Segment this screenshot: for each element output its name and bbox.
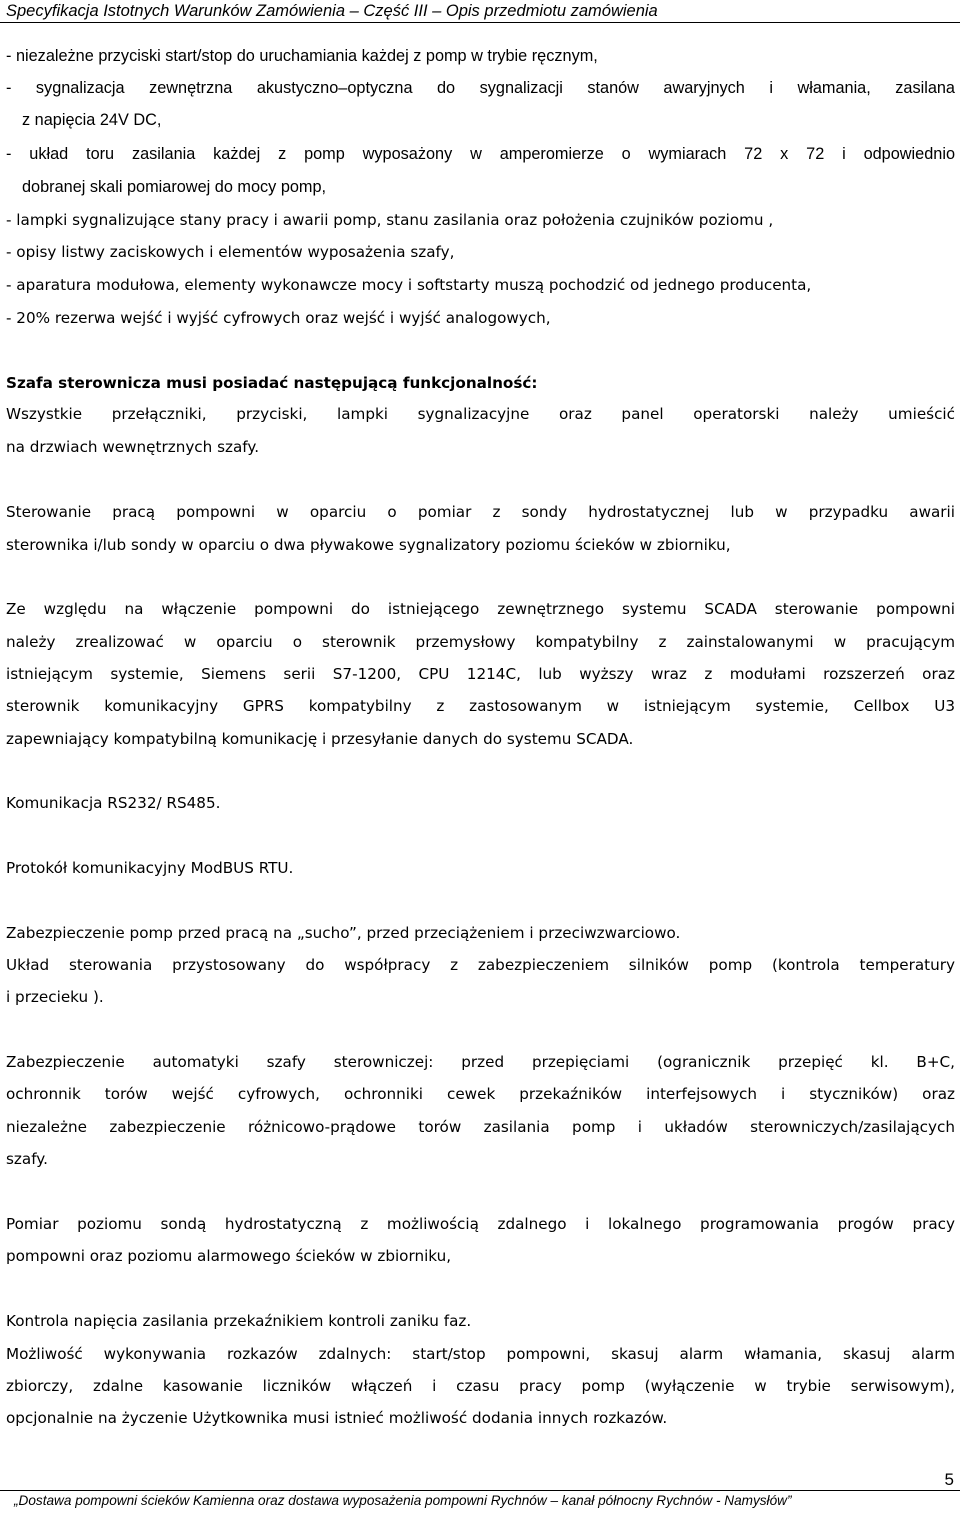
- paragraph-line: Kontrola napięcia zasilania przekaźnikiem kontroli zaniku faz.: [6, 1312, 472, 1330]
- list-item: - sygnalizacja zewnętrzna akustyczno–optyczna do sygnalizacji stanów awaryjnych i włamania, zasilana: [6, 79, 955, 97]
- list-item-continuation: dobranej skali pomiarowej do mocy pomp,: [22, 178, 327, 196]
- list-item: - aparatura modułowa, elementy wykonawcze mocy i softstarty muszą pochodzić od jednego producenta,: [6, 276, 812, 294]
- paragraph-line: na drzwiach wewnętrznych szafy.: [6, 438, 260, 456]
- paragraph-line: Protokół komunikacyjny ModBUS RTU.: [6, 859, 294, 877]
- paragraph-line: zbiorczy, zdalne kasowanie liczników włączeń i czasu pracy pomp (wyłączenie w trybie serwisowym),: [6, 1377, 955, 1395]
- paragraph-line: Komunikacja RS232/ RS485.: [6, 794, 221, 812]
- page-header: [0, 0, 960, 23]
- list-item: - 20% rezerwa wejść i wyjść cyfrowych oraz wejść i wyjść analogowych,: [6, 309, 551, 327]
- paragraph-line: Zabezpieczenie automatyki szafy sterowniczej: przed przepięciami (ogranicznik przepięć kl. B+C,: [6, 1053, 955, 1071]
- paragraph-line: opcjonalnie na życzenie Użytkownika musi istnieć możliwość dodania innych rozkazów.: [6, 1409, 668, 1427]
- paragraph-line: Wszystkie przełączniki, przyciski, lampki sygnalizacyjne oraz panel operatorski należy umieścić: [6, 405, 955, 423]
- paragraph-line: zapewniający kompatybilną komunikację i przesyłanie danych do systemu SCADA.: [6, 730, 634, 748]
- paragraph-line: istniejącym systemie, Siemens serii S7-1200, CPU 1214C, lub wyższy wraz z modułami rozszerzeń oraz: [6, 665, 955, 683]
- page-number: 5: [944, 1470, 954, 1489]
- paragraph-line: należy zrealizować w oparciu o sterownik przemysłowy kompatybilny z zainstalowanymi w pracującym: [6, 633, 955, 651]
- list-item-continuation: z napięcia 24V DC,: [22, 111, 162, 129]
- list-item: - niezależne przyciski start/stop do uruchamiania każdej z pomp w trybie ręcznym,: [6, 47, 598, 65]
- paragraph-line: ochronnik torów wejść cyfrowych, ochronniki cewek przekaźników interfejsowych i styczników) oraz: [6, 1085, 955, 1103]
- paragraph-line: pompowni oraz poziomu alarmowego ścieków w zbiorniku,: [6, 1247, 452, 1265]
- paragraph-line: sterownika i/lub sondy w oparciu o dwa pływakowe sygnalizatory poziomu ścieków w zbiorniku,: [6, 536, 731, 554]
- section-heading: Szafa sterownicza musi posiadać następującą funkcjonalność:: [6, 374, 538, 392]
- paragraph-line: Sterowanie pracą pompowni w oparciu o pomiar z sondy hydrostatycznej lub w przypadku awarii: [6, 503, 955, 521]
- paragraph-line: i przecieku ).: [6, 988, 104, 1006]
- paragraph-line: szafy.: [6, 1150, 48, 1168]
- list-item: - lampki sygnalizujące stany pracy i awarii pomp, stanu zasilania oraz położenia czujników poziomu ,: [6, 211, 774, 229]
- paragraph-line: Układ sterowania przystosowany do współpracy z zabezpieczeniem silników pomp (kontrola temperatury: [6, 956, 955, 974]
- paragraph-line: sterownik komunikacyjny GPRS kompatybilny z zastosowanym w istniejącym systemie, Cellbox U3: [6, 697, 955, 715]
- page-footer: [0, 1490, 960, 1515]
- paragraph-line: Zabezpieczenie pomp przed pracą na „sucho”, przed przeciążeniem i przeciwzwarciowo.: [6, 924, 681, 942]
- paragraph-line: Pomiar poziomu sondą hydrostatyczną z możliwością zdalnego i lokalnego programowania progów pracy: [6, 1215, 955, 1233]
- header-title: Specyfikacja Istotnych Warunków Zamówienia – Część III – Opis przedmiotu zamówienia: [6, 2, 658, 20]
- paragraph-line: niezależne zabezpieczenie różnicowo-prądowe torów zasilania pomp i układów sterowniczych/zasilających: [6, 1118, 955, 1136]
- list-item: - opisy listwy zaciskowych i elementów wyposażenia szafy,: [6, 243, 455, 261]
- list-item: - układ toru zasilania każdej z pomp wyposażony w amperomierze o wymiarach 72 x 72 i odpowiednio: [6, 145, 955, 163]
- paragraph-line: Możliwość wykonywania rozkazów zdalnych: start/stop pompowni, skasuj alarm włamania, skasuj alarm: [6, 1345, 955, 1363]
- paragraph-line: Ze względu na włączenie pompowni do istniejącego zewnętrznego systemu SCADA sterowanie pompowni: [6, 600, 955, 618]
- footer-text: „Dostawa pompowni ścieków Kamienna oraz dostawa wyposażenia pompowni Rychnów – kanał północny Rychnów - Namysłów”: [14, 1493, 792, 1508]
